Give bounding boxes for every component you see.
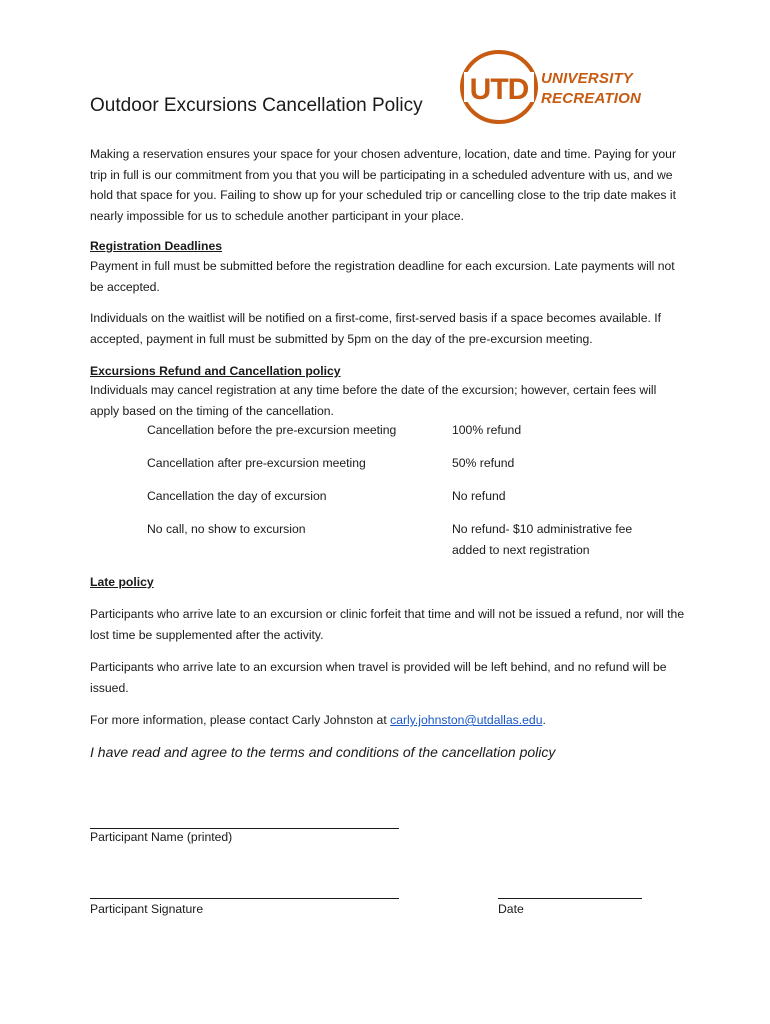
registration-heading: Registration Deadlines [90,239,223,253]
late-policy-heading: Late policy [90,575,154,589]
fee-condition: Cancellation the day of excursion [147,489,327,503]
contact-suffix: . [542,713,546,727]
intro-paragraph: Making a reservation ensures your space for your chosen adventure, location, date and time. Paying for your trip in full is our commitment from you that you will be participating in a scheduled adventure with us, and we hold that space for you. Failing to show up for your scheduled trip or cancelling close to the trip date makes it nearly impossible for us to schedule another participant in your place. [90,147,676,224]
fee-result: 100% refund [452,423,522,437]
fee-condition: No call, no show to excursion [147,522,306,536]
logo-wordmark [541,69,641,109]
fee-result: 50% refund [452,456,515,470]
contact-email-link[interactable]: carly.johnston@utdallas.edu [390,713,543,727]
contact-prefix: For more information, please contact Carly Johnston at [90,713,391,727]
late-policy-paragraph-1: Participants who arrive late to an excursion or clinic forfeit that time and will not be issued a refund, nor will the lost time be supplemented after the activity. [90,607,685,642]
utd-university-recreation-logo [459,48,659,128]
agreement-statement: I have read and agree to the terms and conditions of the cancellation policy [90,744,556,760]
participant-signature-line[interactable] [90,898,399,899]
participant-signature-label: Participant Signature [90,902,204,916]
fee-condition: Cancellation after pre-excursion meeting [147,456,366,470]
participant-name-line[interactable] [90,828,399,829]
fee-result: No refund [452,489,506,503]
refund-paragraph: Individuals may cancel registration at any time before the date of the excursion; however, certain fees will apply based on the timing of the cancellation. [90,383,657,418]
logo-mark-text: UTD [469,73,529,106]
contact-paragraph [90,710,686,731]
page-title: Outdoor Excursions Cancellation Policy [90,95,423,116]
refund-heading: Excursions Refund and Cancellation policy [90,364,341,378]
date-label: Date [498,902,524,916]
registration-paragraph-2: Individuals on the waitlist will be notified on a first-come, first-served basis if a space becomes available. If accepted, payment in full must be submitted by 5pm on the day of the pre-excursion meeting. [90,311,662,346]
logo-line-1: UNIVERSITY [541,70,634,87]
participant-name-label: Participant Name (printed) [90,830,233,844]
registration-paragraph-1: Payment in full must be submitted before the registration deadline for each excursion. Late payments will not be accepted. [90,259,675,294]
late-policy-paragraph-2: Participants who arrive late to an excursion when travel is provided will be left behind, and no refund will be issued. [90,660,667,695]
logo-line-2: RECREATION [541,90,642,107]
utd-logo-icon [459,48,539,126]
fee-condition: Cancellation before the pre-excursion meeting [147,423,397,437]
fee-result: No refund- $10 administrative fee added to next registration [452,522,633,557]
date-line[interactable] [498,898,642,899]
